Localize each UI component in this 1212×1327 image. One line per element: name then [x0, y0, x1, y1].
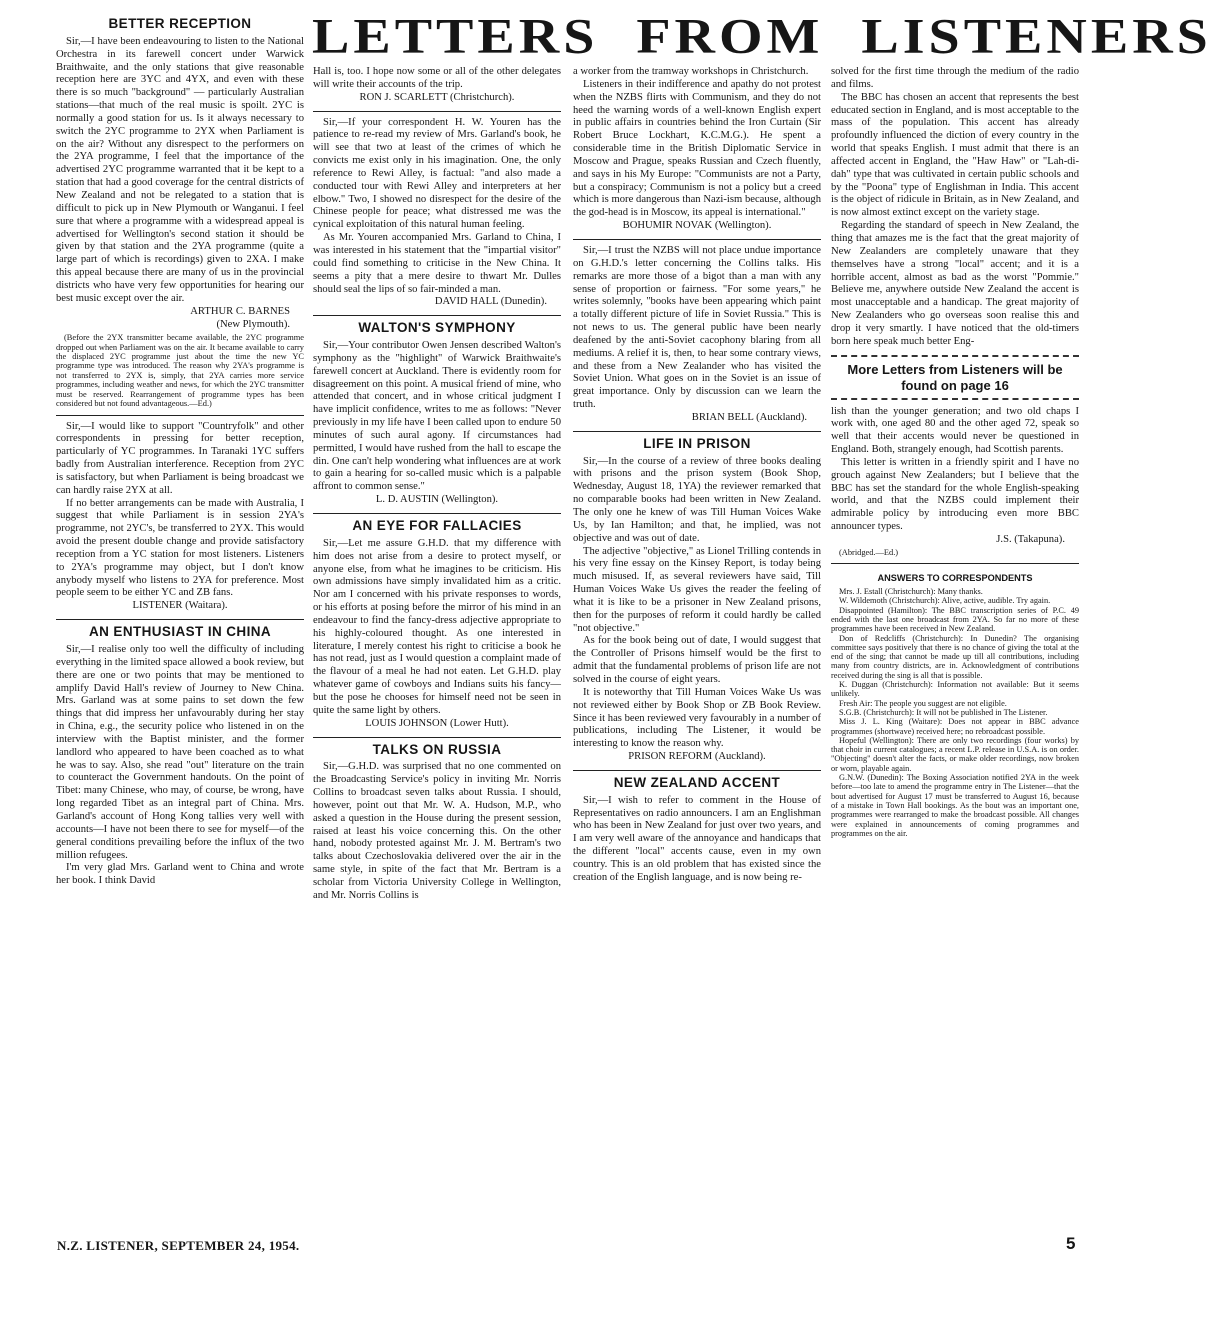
answer-item: Don of Redcliffs (Christchurch): In Dunedin? The organising committee says positively that there is no chance of giving the total at the end of the sing; that cannot be made up till all contributions, including many from country districts, are in. Acknowledgment of contributions received during the sing is all that is possible. [831, 633, 1079, 680]
letter-paragraph: Sir,—I would like to support "Countryfolk" and other correspondents in pressing for better reception, particularly of YC programmes. In Taranaki 1YC suffers badly from Australian interference. Reception from 2YC is satisfactory, but when Parliament is being broadcast we can hardly raise 2YX at all. [56, 420, 304, 496]
divider [56, 415, 304, 416]
letter-paragraph: Sir,—I realise only too well the difficulty of including everything in the limited space allowed a book review, but there are one or two points that may be mentioned to amplify David Hall's review of Journey to New China. Mrs. Garland was at some pains to set down the few things that did impress her unfavourably during her stay in China, e.g., the security police who listened in on the interview with the Baptist minister, and the former landlord who appeared to have been coached as to what he was to say. Also, she read "out" literature on the train to counteract the Government handouts. On the point of Tibet: many Chinese, who may, of course, be wrong, have long regarded Tibet as an integral part of China. Mrs. Garland's account of Hong Kong tallies very well with accounts—I have not been there to see for myself—of the general conditions prevailing before the influx of the two million refugees. [56, 644, 304, 861]
answer-item: Hopeful (Wellington): There are only two recordings (four works) by that choir in current catalogues; a recent L.P. release in U.S.A. is on order. "Objecting" doesn't alter the facts, or make older recordings, now broken or worn, playable again. [831, 735, 1079, 773]
divider [313, 315, 561, 316]
letter-signature-place: (New Plymouth). [216, 319, 290, 331]
letter-signature: RON J. SCARLETT (Christchurch). [359, 91, 515, 103]
heading-better-reception: BETTER RECEPTION [108, 16, 252, 31]
letter-signature: BOHUMIR NOVAK (Wellington). [622, 220, 772, 232]
column-2 [313, 66, 561, 903]
letter-paragraph: Sir,—If your correspondent H. W. Youren has the patience to re-read my review of Mrs. Garland's book, he will see that two at least of the crimes of which he convicts me exist only in his imagination. One, the only reference to Rewi Alley, is factual: "and also made a conducted tour with Rewi Alley and interpreters at her elbow." Two, I showed no disrespect for the desire of the Chinese people for peace; what distressed me was the cynical exploitation of this natural human feeling. [313, 116, 561, 231]
divider [573, 770, 821, 771]
heading-enthusiast-in-china: AN ENTHUSIAST IN CHINA [88, 624, 272, 640]
heading-waltons-symphony: WALTON'S SYMPHONY [358, 320, 516, 336]
answer-item: W. Wildemoth (Christchurch): Alive, active, audible. Try again. [839, 596, 1051, 606]
letter-paragraph: The adjective "objective," as Lionel Trilling contends in his very fine essay on the Kinsey Report, is today being much misused. If, as several reviewers have said, Till Human Voices Wake Us gives the reader the feeling of what it is like to be a prisoner in New Zealand prisons, then for the purposes of reform it could hardly be called "not objective." [573, 545, 821, 634]
letter-paragraph: If no better arrangements can be made with Australia, I suggest that while Parliament is in session 2YA's programme, not 2YC's, be transferred to 2YX. This would avoid the present double change and provide satisfactory reception from a YC station for most listeners. Listeners to 2YA's programme may object, but I don't know anybody myself who listens to 2YA for preference. Most people seem to be either YC and ZB fans. [56, 497, 304, 599]
answer-item: G.N.W. (Dunedin): The Boxing Association notified 2YA in the week before—too late to amend the programme entry in The Listener—that the bout advertised for August 17 must be transferred to August 16, because of a mistake in Town Hall bookings. As the bout was an important one, programmes were rearranged to make the broadcast possible. All changes were explained in announcements of coming programmes and programmes on the air. [831, 773, 1079, 838]
answer-item: K. Duggan (Christchurch): Information not available: But it seems unlikely. [831, 680, 1079, 699]
letter-paragraph: Sir,—I wish to refer to comment in the House of Representatives on radio announcers. I am an Englishman who has been in New Zealand for just over two years, and I am very well aware of the annoyance and handicaps that the different "local" accents cause, even in my own country. This is an old problem that has existed since the creation of the English language, and is now being re- [573, 794, 821, 883]
letter-paragraph: Sir,—I have been endeavouring to listen to the National Orchestra in its farewell concert under Warwick Braithwaite, and the only stations that give reasonable reception here are 3YC and 4YX, and even with these there is so much "background" — particularly Australian stations—that much of the real music is spoilt. 2YC is normally a good station for us. Is it always necessary to switch the 2YC programme to 2YX when Parliament is on the air? Without any disrespect to the performers on the 2YA programme, I feel that the importance of the advertised 2YC programme warranted that it be kept to a station that had a good coverage for the central districts of New Zealand and not be relegated to a station that is difficult to pick up in New Plymouth or Wanganui. I feel sure that where a programme with a widespread appeal is advertised for Wellington's second station it should be given by that station and the 2YA programme (quite a large part of which is recordings) given to 2XA. I make this appeal because there are many of us in the provincial districts who have very few opportunities for hearing our best music except over the air. [56, 35, 304, 304]
footer-publication: N.Z. LISTENER, SEPTEMBER 24, 1954. [57, 1238, 300, 1253]
divider [573, 239, 821, 240]
letter-signature: LISTENER (Waitara). [132, 600, 228, 612]
answer-item: S.G.B. (Christchurch): It will not be published in The Listener. [839, 707, 1048, 717]
letter-paragraph: Sir,—I trust the NZBS will not place undue importance on G.H.D.'s letter concerning the Collins talks. His remarks are more those of a bigot than a man with any sense of proportion or fairness. "For some years," he writes solemnly, "books have been appearing which paint a totally different picture of life in Soviet Russia." This is not news to us. The general public have been nearly deafened by the anti-Soviet cacophony blaring from all mediums. A relief it is, then, to hear some contrary views, and these from a New Zealander who has visited the Soviet Union. What goes on in the Soviet is an issue of great importance. Only by discussion can we learn the truth. [573, 244, 821, 411]
letter-paragraph: Regarding the standard of speech in New Zealand, the thing that amazes me is the fact that the great majority of New Zealanders are completely unaware that they themselves have a strong "local" accent; and it is a horrible accent, almost as bad as the worst "Pommie." Believe me, anywhere outside New Zealand the accent is most unacceptable and a handicap. The great majority of New Zealanders who go overseas soon realise this and drop it very smartly. I have noticed that the old-timers born here speak much better Eng- [831, 220, 1079, 347]
page-number: 5 [1066, 1234, 1076, 1253]
heading-talks-on-russia: TALKS ON RUSSIA [372, 741, 502, 757]
letter-signature: L. D. AUSTIN (Wellington). [375, 494, 499, 506]
editor-note: (Abridged.—Ed.) [839, 547, 899, 557]
divider [56, 619, 304, 620]
letter-paragraph: Sir,—Your contributor Owen Jensen described Walton's symphony as the "highlight" of Warwick Braithwaite's farewell concert at Auckland. There is evidently room for disagreement on this point. A musical friend of mine, who attended that concert, and in whose critical judgment I have implicit confidence, writes to me as follows: "Never previously in my life have I been called upon to endure 50 minutes of such aural agony. If circumstances had permitted, I would have rushed from the hall to escape the din. One can't help wondering what influences are at work to gain a hearing for so-called music which is a palpable affront to common sense." [313, 340, 561, 493]
letter-paragraph: I'm very glad Mrs. Garland went to China and wrote her book. I think David [56, 862, 304, 887]
divider [313, 737, 561, 738]
column-3 [573, 66, 821, 885]
letter-paragraph: As for the book being out of date, I would suggest that the Controller of Prisons himself would be the first to admit that the fundamental problems of prison life are not solved in the course of eight years. [573, 635, 821, 685]
editor-note: (Before the 2YX transmitter became available, the 2YC programme dropped out when Parliament was on the air. It became available to carry the displaced 2YC programme just about the time the new YC programme type was introduced. The reason why 2YA's programme is not transferred to 2YX is, simply, that 2YA carries more service programmes, including weather and news, for which the 2YC transmitter must be reserved. Rearrangement of programme types has been considered but not found advantageous.—Ed.) [56, 333, 304, 409]
divider [313, 111, 561, 112]
masthead-title: LETTERS FROM LISTENERS [312, 9, 1212, 64]
divider [313, 513, 561, 514]
letter-paragraph: This letter is written in a friendly spirit and I have no grouch against New Zealanders; but I believe that the BBC has set the standard for the whole English-speaking world, and that the NZBS could implement their admirable policy by introducing even more BBC announcer types. [831, 456, 1079, 533]
letter-paragraph: Listeners in their indifference and apathy do not protest when the NZBS flirts with Communism, and they do not heed the warning words of a well-known English expert in public affairs in countries behind the Iron Curtain (Sir Robert Bruce Lockhart, K.C.M.G.). He spent a considerable time in the British Diplomatic Service in Moscow and Prague, speaks Russian and Czech fluently, and says in his My Europe: "Communists are not a Party, but a conspiracy; Communism is not a policy but a creed which is more dangerous than Nazi-ism because, although the god-head is in Moscow, its appeal is international." [573, 78, 821, 219]
letter-paragraph: a worker from the tramway workshops in Christchurch. [573, 66, 809, 77]
letter-paragraph: Sir,—G.H.D. was surprised that no one commented on the Broadcasting Service's policy in inviting Mr. Norris Collins to broadcast seven talks about Russia. I should, however, point out that Mr. W. A. Hudson, M.P., who asked a question in the House during the present session, raised at least his voice concerning this. On the other hand, nobody protested against Mr. J. M. Bertram's two talks about Czechoslovakia delivered over the air in the same style, in spite of the fact that Mr. Bertram is a scholar from Victoria University College in Wellington, and Mr. Norris Collins is [313, 761, 561, 901]
letter-signature: LOUIS JOHNSON (Lower Hutt). [365, 717, 509, 729]
column-4 [831, 66, 1079, 838]
heading-eye-for-fallacies: AN EYE FOR FALLACIES [352, 518, 522, 533]
letter-paragraph: lish than the younger generation; and two old chaps I work with, one aged 80 and the other aged 72, speak so well that their accents would never be questioned in England. Both, strangely enough, had Scottish parents. [831, 405, 1079, 456]
answer-item: Mrs. J. Estall (Christchurch): Many thanks. [839, 587, 983, 597]
letter-signature: PRISON REFORM (Auckland). [628, 751, 766, 763]
heading-life-in-prison: LIFE IN PRISON [643, 435, 751, 451]
letter-paragraph: The BBC has chosen an accent that represents the best educated section in England, and is most acceptable to the mass of the population. This accent has already profoundly influenced the diction of every country in the world that speaks English. I must admit that there is an affected accent in England, the "Haw Haw" or "Lah-di-dah" type that was cultivated in certain public schools and by the "Poona" type of Englishman in India. This accent is the object of ridicule in Britain, as in New Zealand, and is now almost extinct except on the variety stage. [831, 91, 1079, 219]
divider [831, 563, 1079, 564]
letter-paragraph: Sir,—Let me assure G.H.D. that my difference with him does not arise from a desire to protect myself, or anyone else, from what he imagines to be criticism. His own admissions have simply invalidated him as a critic. Nor am I concerned with his private responses to words, or his efforts at posing before the mirror of his mind in an endeavour to find the fancy-dress adjective appropriate to his highly-coloured thought. As one interested in literature, I merely contest his right to criticise a book he has not read, just as I would question a complaint made of the flavour of a meal he had not eaten. Let G.H.D. play whatever game of cowboys and Indians suits his fancy—but the pose he chooses for himself need not be seen in quite the same light by others. [313, 537, 561, 716]
more-letters-box: More Letters from Listeners will be found on page 16 [831, 355, 1079, 400]
answer-item: Miss J. L. King (Waitare): Does not appear in BBC advance programmes (shortwave) received here; no rebroadcast possible. [831, 717, 1079, 736]
letter-paragraph: Sir,—In the course of a review of three books dealing with prisons and the prison system (Book Shop, Wednesday, August 18, 1YA) the reviewer remarked that no comparable books had been written in New Zealand. The only one he knew of was Till Human Voices Wake Us, by Ian Hamilton; and that, he implied, was not objective and was out of date. [573, 455, 821, 544]
answer-item: Disappointed (Hamilton): The BBC transcription series of P.C. 49 ended with the last one broadcast from 2YA. So far no more of these programmes have been received in New Zealand. [831, 605, 1079, 634]
letter-paragraph: It is noteworthy that Till Human Voices Wake Us was not reviewed either by Book Shop or ZB Book Review. Since it has been reviewed very favourably in a number of publications, including The Listener, it would be interesting to know the reason why. [573, 686, 821, 750]
letter-signature: BRIAN BELL (Auckland). [691, 411, 807, 423]
column-1 [56, 18, 304, 888]
letter-signature: DAVID HALL (Dunedin). [434, 296, 547, 308]
letter-paragraph: solved for the first time through the medium of the radio and films. [831, 66, 1079, 90]
letter-signature: J.S. (Takapuna). [996, 534, 1065, 545]
divider [573, 431, 821, 432]
letter-paragraph: As Mr. Youren accompanied Mrs. Garland to China, I was interested in his statement that the "impartial visitor" could find something to criticise in the New China. It seems a pity that a mere desire to thwart Mr. Dulles should seal the lips of so fair-minded a man. [313, 232, 561, 295]
heading-answers-to-correspondents: ANSWERS TO CORRESPONDENTS [877, 573, 1033, 584]
heading-new-zealand-accent: NEW ZEALAND ACCENT [613, 774, 781, 790]
answer-item: Fresh Air: The people you suggest are not eligible. [839, 698, 1007, 708]
letter-signature: ARTHUR C. BARNES [190, 305, 290, 317]
letter-paragraph: Hall is, too. I hope now some or all of the other delegates will write their accounts of the trip. [313, 66, 561, 90]
